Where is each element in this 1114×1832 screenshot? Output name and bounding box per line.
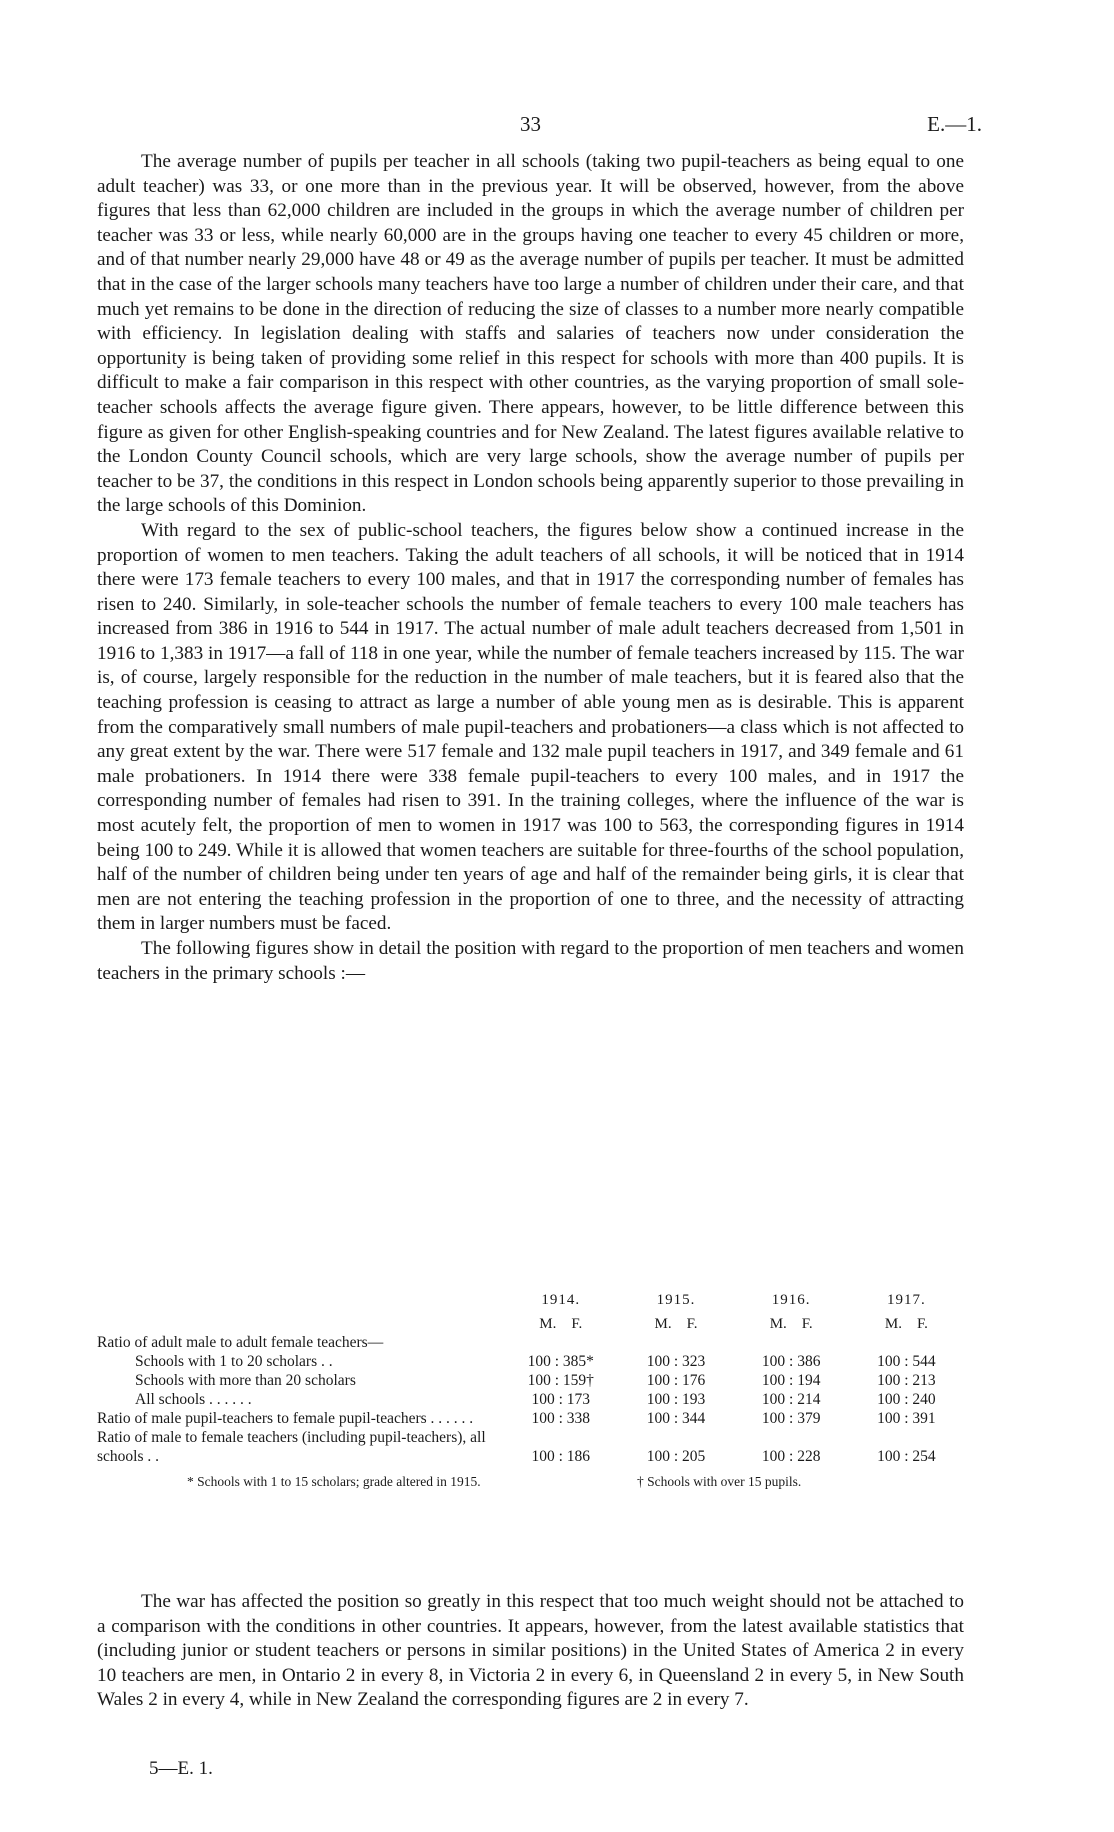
ratio-cell: 100 : 254	[877, 1448, 936, 1465]
row-label: Schools with 1 to 20 scholars . .	[135, 1353, 333, 1370]
ratio-cell	[618, 1333, 733, 1352]
ratio-cell: 100 : 386	[761, 1353, 821, 1370]
paragraph-sex-of-teachers: With regard to the sex of public-school teachers, the figures below show a continued increase in the proportion of women to men teachers. Taking the adult teachers of all schools, it will be noticed that in 1914 there were 173 female teachers to every 100 males, and that in 1917 the corresponding number of females has risen to 240. Similarly, in sole-teacher schools the number of female teachers to every 100 male teachers has increased from 386 in 1916 to 544 in 1917. The actual number of male adult teachers decreased from 1,501 in 1916 to 1,383 in 1917—a fall of 118 in one year, while the number of female teachers increased by 115. The war is, of course, largely responsible for the reduction in the number of male teachers, but it is feared also that the teaching profession is ceasing to attract as large a number of able young men as is desirable. This is apparent from the comparatively small numbers of male pupil-teachers and probationers—a class which is not affected to any great extent by the war. There were 517 female and 132 male pupil teachers in 1917, and 349 female and 61 male probationers. In 1914 there were 338 female pupil-teachers to every 100 males, and in 1917 the corresponding number of females had risen to 391. In the training colleges, where the influence of the war is most acutely felt, the proportion of men to women in 1917 was 100 to 563, the corresponding figures in 1914 being 100 to 249. While it is allowed that women teachers are suitable for three-fourths of the school population, half of the number of children being under ten years of age and half of the remainder being girls, it is clear that men are not entering the teaching profession in the proportion of one to three, and the necessity of attracting them in larger numbers must be faced.	[97, 519, 964, 935]
ratio-cell: 100 : 205	[646, 1448, 706, 1465]
table-corner-cell	[97, 1309, 503, 1333]
table-row	[97, 1352, 964, 1371]
ratio-cell: 100 : 391	[877, 1410, 936, 1427]
table-corner-cell	[97, 1287, 503, 1309]
ratio-cell: 100 : 379	[761, 1410, 821, 1427]
table-year-header-row	[97, 1287, 964, 1309]
year-header: 1917.	[887, 1292, 926, 1308]
ratio-cell: 100 : 213	[877, 1372, 936, 1389]
ratio-cell: 100 : 344	[646, 1410, 706, 1427]
row-label: Ratio of male to female teachers (including pupil-teachers), all schools . .	[97, 1429, 486, 1465]
row-label: All schools . . . . . .	[135, 1391, 252, 1408]
page-header	[0, 112, 1114, 142]
mf-header: M. F.	[654, 1316, 698, 1332]
table-row	[97, 1390, 964, 1409]
year-header: 1914.	[541, 1292, 581, 1308]
row-label: Ratio of adult male to adult female teachers—	[97, 1334, 384, 1351]
ratio-cell	[849, 1333, 964, 1352]
ratio-cell: 100 : 173	[531, 1391, 591, 1408]
ratio-table-section	[97, 1287, 964, 1490]
ratio-cell: 100 : 240	[877, 1391, 936, 1408]
footnote-dagger: † Schools with over 15 pupils.	[637, 1474, 802, 1489]
ratio-cell: 100 : 228	[761, 1448, 821, 1465]
ratio-cell: 100 : 214	[761, 1391, 821, 1408]
ratio-cell: 100 : 159†	[527, 1372, 594, 1389]
footnote-asterisk: * Schools with 1 to 15 scholars; grade altered in 1915.	[187, 1474, 481, 1489]
year-header: 1916.	[771, 1292, 811, 1308]
row-label: Schools with more than 20 scholars	[135, 1372, 356, 1389]
table-row	[97, 1333, 964, 1352]
mf-header: M. F.	[769, 1316, 813, 1332]
paragraph-pupils-per-teacher: The average number of pupils per teacher in all schools (taking two pupil-teachers as being equal to one adult teacher) was 33, or one more than in the previous year. It will be observed, however, from the above figures that less than 62,000 children are included in the groups in which the average number of children per teacher was 33 or less, while nearly 60,000 are in the groups having one teacher to every 45 children or more, and of that number nearly 29,000 have 48 or 49 as the average number of pupils per teacher. It must be admitted that in the case of the larger schools many teachers have too large a number of children under their care, and that much yet remains to be done in the direction of reducing the size of classes to a number more nearly compatible with efficiency. In legislation dealing with staffs and salaries of teachers now under consideration the opportunity is being taken of providing some relief in this respect for schools with more than 400 pupils. It is difficult to make a fair comparison in this respect with other countries, as the varying proportion of small sole-teacher schools affects the average figure given. There appears, however, to be little difference between this figure as given for other English-speaking countries and for New Zealand. The latest figures available relative to the London County Council schools, which are very large schools, show the average number of pupils per teacher to be 37, the conditions in this respect in London schools being apparently superior to those prevailing in the large schools of this Dominion.	[97, 151, 964, 517]
ratio-cell	[734, 1333, 849, 1352]
ratio-table	[97, 1287, 964, 1466]
page-signature-mark: 5—E. 1.	[149, 1758, 213, 1779]
table-row	[97, 1371, 964, 1390]
ratio-cell: 100 : 323	[646, 1353, 706, 1370]
ratio-cell	[503, 1333, 618, 1352]
year-header: 1915.	[656, 1292, 696, 1308]
table-row	[97, 1409, 964, 1428]
closing-text	[97, 1590, 964, 1713]
ratio-cell: 100 : 385*	[527, 1353, 594, 1370]
paragraph-table-intro: The following figures show in detail the position with regard to the proportion of men teachers and women teachers in the primary schools :—	[97, 938, 964, 984]
ratio-cell: 100 : 193	[646, 1391, 706, 1408]
row-label: Ratio of male pupil-teachers to female pupil-teachers . . . . . .	[97, 1410, 474, 1427]
ratio-cell: 100 : 338	[531, 1410, 591, 1427]
table-footnotes	[97, 1474, 964, 1490]
page-number: 33	[520, 112, 541, 136]
paragraph-international-comparison: The war has affected the position so greatly in this respect that too much weight should not be attached to a comparison with the conditions in other countries. It appears, however, from the latest available statistics that (including junior or student teachers or persons in similar positions) in the United States of America 2 in every 10 teachers are men, in Ontario 2 in every 8, in Victoria 2 in every 6, in Queensland 2 in every 5, in New South Wales 2 in every 4, while in New Zealand the corresponding figures are 2 in every 7.	[97, 1591, 964, 1711]
table-row	[97, 1428, 964, 1466]
mf-header: M. F.	[884, 1316, 928, 1332]
table-mf-header-row	[97, 1309, 964, 1333]
ratio-cell: 100 : 194	[761, 1372, 821, 1389]
ratio-cell: 100 : 544	[877, 1353, 936, 1370]
document-reference: E.—1.	[927, 112, 982, 136]
ratio-cell: 100 : 176	[646, 1372, 706, 1389]
mf-header: M. F.	[539, 1316, 583, 1332]
ratio-cell: 100 : 186	[531, 1448, 591, 1465]
body-text	[97, 150, 964, 986]
